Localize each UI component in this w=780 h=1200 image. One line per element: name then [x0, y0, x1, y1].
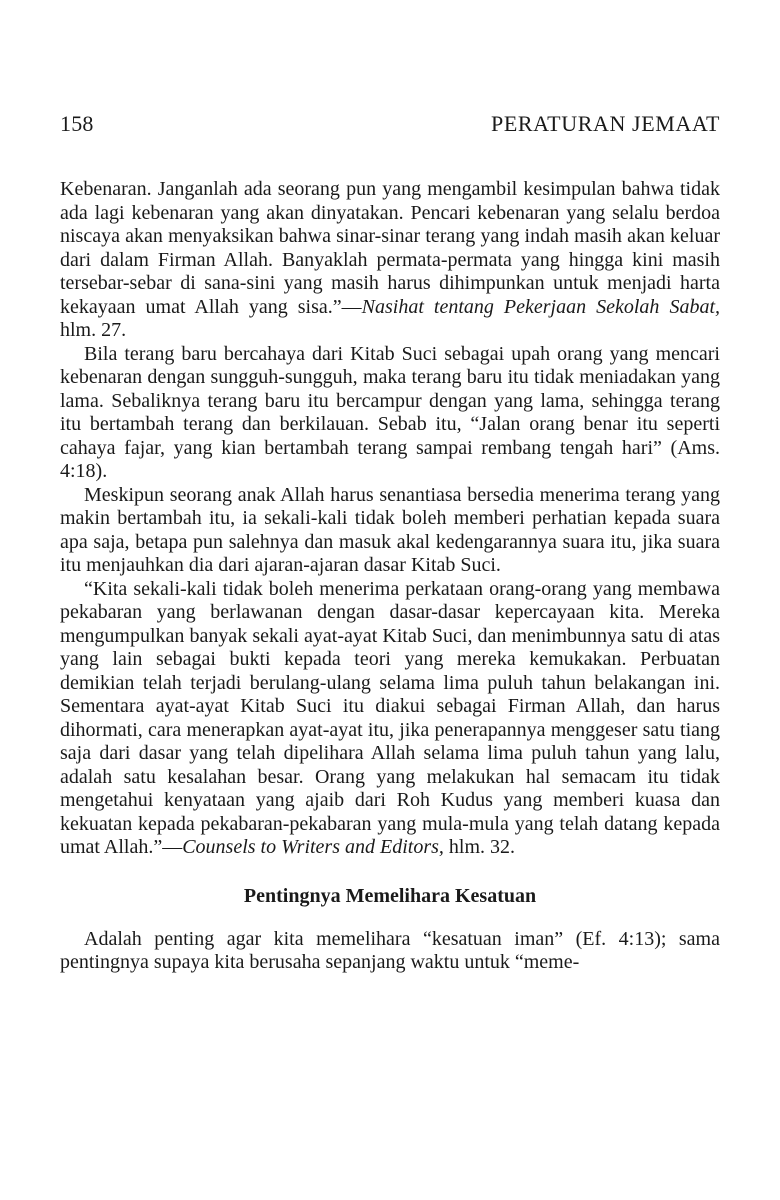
paragraph-3 — [60, 484, 720, 578]
paragraph-2 — [60, 343, 720, 484]
paragraph-3-text: Meskipun seorang anak Allah harus senantiasa bersedia menerima terang yang makin bertambah itu, ia sekali-kali tidak boleh memberi perhatian kepada suara apa saja, betapa pun salehnya dan masuk akal kedengarannya suara itu, jika suara itu menjauhkan dia dari ajaran-ajaran dasar Kitab Suci. — [60, 483, 720, 576]
paragraph-2-text: Bila terang baru bercahaya dari Kitab Suci sebagai upah orang yang mencari kebenaran dengan sungguh-sungguh, maka terang baru itu tidak meniadakan yang lama. Sebaliknya terang baru itu bercampur dengan yang lama, sehingga terang itu bertambah terang dan berkilauan. Sebab itu, “Jalan orang benar itu seperti cahaya fajar, yang kian bertambah terang sampai rembang tengah hari” (Ams. 4:18). — [60, 342, 720, 482]
page-header — [60, 110, 720, 138]
section-heading: Pentingnya Memelihara Kesatuan — [243, 884, 537, 907]
book-page — [60, 110, 720, 975]
paragraph-4-ref: hlm. 32. — [443, 836, 516, 858]
paragraph-1-text: Kebenaran. Janganlah ada seorang pun yang mengambil kesimpulan bahwa tidak ada lagi kebenaran yang akan dinyatakan. Pencari kebenaran yang selalu berdoa niscaya akan menyaksikan bahwa sinar-sinar terang yang indah masih akan keluar dari dalam Firman Allah. Banyaklah permata-permata yang hingga kini masih tersebar-sebar di sana-sini yang masih harus dihimpunkan untuk menjadi harta kekayaan umat Allah yang sisa.”— — [60, 178, 720, 318]
paragraph-5-text: Adalah penting agar kita memelihara “kesatuan iman” (Ef. 4:13); sama pentingnya supaya kita berusaha sepanjang waktu untuk “meme- — [60, 927, 720, 973]
paragraph-1 — [60, 178, 720, 343]
running-head: PERATURAN JEMAAT — [490, 111, 720, 136]
paragraph-4-source: Counsels to Writers and Editors, — [182, 836, 444, 858]
paragraph-1-source: Nasihat tentang Pekerjaan Sekolah Sabat, — [361, 295, 720, 318]
paragraph-4-text: “Kita sekali-kali tidak boleh menerima perkataan orang-orang yang membawa pekabaran yang berlawanan dengan dasar-dasar kepercayaan kita. Mereka mengumpulkan banyak sekali ayat-ayat Kitab Suci, dan menimbunnya satu di atas yang lain sebagai bukti kepada teori yang mereka kemukakan. Perbuatan demikian telah terjadi berulang-ulang selama lima puluh tahun belakangan ini. Sementara ayat-ayat Kitab Suci itu diakui sebagai Firman Allah, dan harus dihormati, cara menerapkan ayat-ayat itu, jika penerapannya menggeser satu tiang saja dari dasar yang telah dipelihara Allah selama lima puluh tahun yang lalu, adalah satu kesalahan besar. Orang yang melakukan hal semacam itu tidak mengetahui kenyataan yang ajaib dari Roh Kudus yang memberi kuasa dan kekuatan kepada pekabaran-pekabaran yang mula-mula yang telah datang kepada umat Allah.”— — [60, 577, 720, 858]
paragraph-4 — [60, 578, 720, 860]
paragraph-1-ref: hlm. 27. — [60, 319, 127, 341]
page-number: 158 — [60, 111, 94, 136]
body-text — [60, 178, 720, 975]
paragraph-5 — [60, 928, 720, 975]
